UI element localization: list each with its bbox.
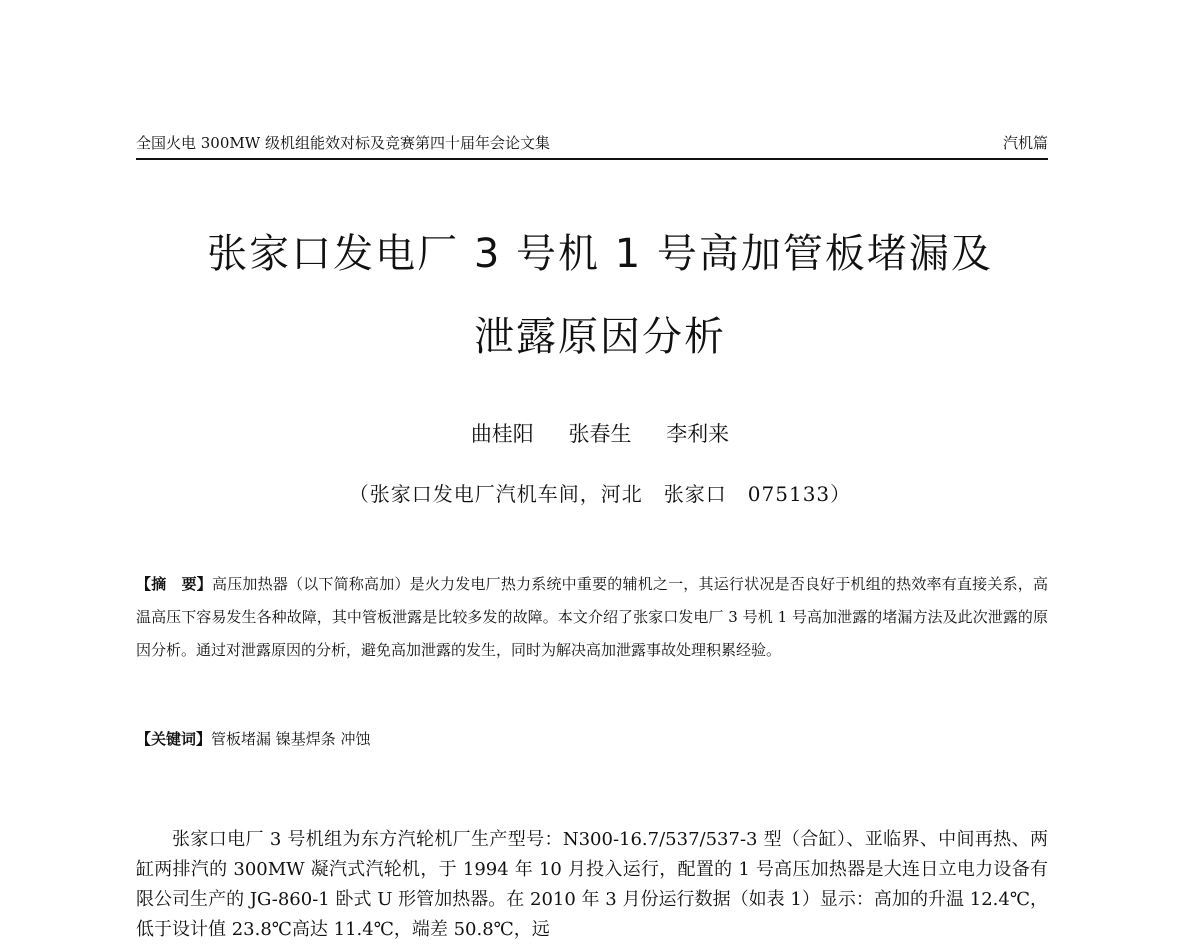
keywords-label: 【关键词】 — [136, 730, 212, 748]
author-name: 张春生 — [568, 422, 632, 446]
author-affiliation: （张家口发电厂汽机车间，河北 张家口 075133） — [348, 482, 852, 506]
abstract-text: 高压加热器（以下简称高加）是火力发电厂热力系统中重要的辅机之一，其运行状况是否良好于机组的热效率有直接关系，高温高压下容易发生各种故障，其中管板泄露是比较多发的故障。本文介绍了张家口发电厂 3 号机 1 号高加泄露的堵漏方法及此次泄露的原因分析。通过对泄露原因的分析，避免高加泄露的发生，同时为解决高加泄露事故处理积累经验。 — [136, 575, 1048, 659]
header-section-label: 汽机篇 — [1002, 134, 1048, 152]
abstract — [136, 568, 1048, 667]
header-proceedings-title: 全国火电 300MW 级机组能效对标及竞赛第四十届年会论文集 — [136, 134, 550, 152]
paper-title-line-1: 张家口发电厂 3 号机 1 号高加管板堵漏及 — [207, 231, 993, 277]
keywords — [136, 727, 371, 751]
running-header — [136, 132, 1048, 160]
keywords-text: 管板堵漏 镍基焊条 冲蚀 — [211, 730, 371, 748]
body-paragraph: 张家口电厂 3 号机组为东方汽轮机厂生产型号：N300-16.7/537/537-3 型（合缸）、亚临界、中间再热、两缸两排汽的 300MW 凝汽式汽轮机，于 1994 年 10 月投入运行，配置的 1 号高压加热器是大连日立电力设备有限公司生产的 JG-860-1 卧式 U 形管加热器。在 2010 年 3 月份运行数据（如表 1）显示：高加的升温 12.4℃，低于设计值 23.8℃高达 11.4℃，端差 50.8℃，远 — [136, 829, 1048, 940]
paper-title-line-2: 泄露原因分析 — [474, 314, 726, 360]
author-list — [0, 418, 1200, 448]
abstract-label: 【摘 要】 — [136, 575, 213, 593]
author-name: 李利来 — [666, 422, 730, 446]
author-name: 曲桂阳 — [470, 422, 534, 446]
